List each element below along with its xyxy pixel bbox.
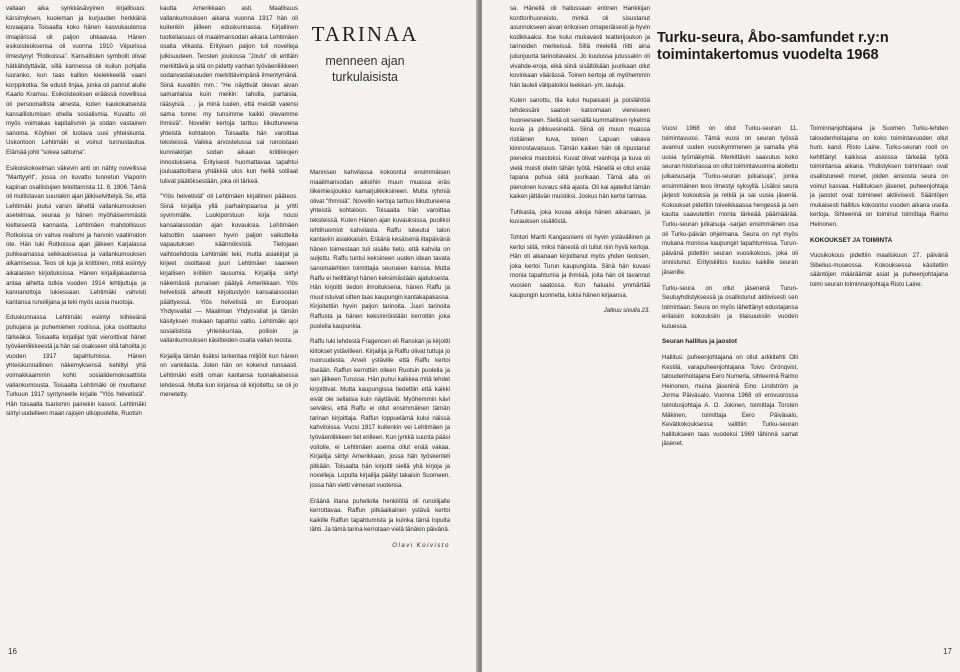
right-col1-para-2: Kuten sanottu, tila kului hupaisasti ja poislähtöä tehdessäni saatoin katsomaan viereiseen huoneeseen. Siellä oli seinällä kummallinen rykelmä kuvia ja pikkuesineitä. Siinä oli muun muassa ristiäinen kuva, toinen Lapuan vakava kiinnostavaisuus. Tämän kaiken hän oli ripustanut pieneksi muistoksi. Kuvat olivat vanhoja ja kuva oli vielä muisti oletin tähän työtä. Hänellä ei ollut enää tapana puhua siitä juurikaan. Tämä alla oli pienoinen kuvaus siitä ajasta. Oli kai ajatellut tämän kaiken jättävän muistiksi. Joskus hän kertoi tarinaa.	[510, 97, 650, 201]
page-number-left: 16	[8, 647, 17, 656]
left-col1-para-2: Esikoiskokoelman väkevin anti on nähty novellissa "Marttyyrit", jossa on kuvattu tunnetun Viaporin kapinan osallistujien teloittamista 11. 8. 1906. Tämä oli mullistavan suuriakin ajan jälkiselvittelyä. Se, että Lehtimäki joutui varsin läheltä vallankumouksen asetelmaa, seuraa jo hänen myöhäisemmästä kielteisestä kannasta. Lehtimäen mahdollisuus Rotkoissa on vahva realismi ja harvoin vaatimaton ote. Hän luki Rotkoissa ajan jälkeen Karjalassa puhkeamassa selkkauksessa ja vallankumouksen alkamisessa. Teos oli luja ja kriittinen, mitä esiintyy aikalaisten kirjoituksissa. Hänen kirjailijakautensa antaa aihetta tutkia vuoden 1914 lehtijuttuja ja kannanottoja lukiessaan. Lehtimäki vahvisti kantansa runoilijana ja teki myös uusia muotoja.	[6, 164, 146, 306]
left-col2-para-3: Kirjailija tämän lisäksi tarkentaa miljööt kun hänen on vankilasta. Joten hän on kokenut runsaasti. Lehtimäki esitti oman kantansa tuonaikaisessa lehdessä. Mutta kun kirjansa oli kirjoitettu, se oli jo menetetty.	[160, 352, 298, 399]
section-heading-hallitus: Seuran hallitus ja jaostot	[662, 338, 738, 346]
right-col1-para-3: Tuhkasta, joka kuvaa aikoja hänen aikanaan, ja kuvauksen sisällöstä.	[510, 208, 650, 226]
left-col2-para-1: kautta Amerikkaan asti. Maallisuus vallankumouksen aikana vuonna 1917 hän oli kuitenkin jälleen eduskunnassa. Kirjallinen tuotteliaisuus oli maailmansodan aikana Lehtimäen osalta vilkasta. Erityisen paljon tuli novelleja julkisuuteen. Teosten joukossa "Joulu" oli erittäin merkittävä ja sitä on pidetty vanhan työväenliikkeen sodanvastaisuuden merkittävimpänä ilmentymänä. Siinä kuvattiin mm.: "He näyttivät olevan aivan samanlaisia kuin meikin: taholla, partaisia, rääsyisiä. . . ja minä luulen, että meidät vaiensi sama tunne: my tunsimme kaikki olevamme ihmisiä". Novellin kertoja tarttuu liikuttuneena yhteistä kohtaloon. Toisaalta hän varoittaa teksteissä. Vaikka arvostelussa sai runoistaan kunniakirjan sodan aikaan kriitikkojen innostuksena. Erityisesti huomattavaa tapahtui jouluaattoiltana yhtäkkiä ulos kun heillä sotilaat tulivat päätöksestään, joka oli tärkeä.	[160, 5, 298, 185]
article-title-block	[306, 22, 424, 85]
left-column-2	[160, 4, 298, 400]
right-col1-para-1: sa. Hänellä oli hallussaan entinen Hankkijan konttorihuoneisto, minkä oli sisustanut asunnokseen aivan erikoisen omaperäisesti ja hyvin kodikkaaksi. Itse kului mukavasti teatterijoukon ja tarinoiden merkeissä. Sillä mielellä riitti aina jutunjuurta tarinoitavaksi. Jo kuulussa jutussakin oli vivahde-eroja, eikä siinä sisältökään juurikaan ollut kovinkaan väärässä. Toinen kertoja oli myöhemmin hän lauleli välipaloiksi teekkari- ym. lauluja.	[510, 5, 650, 89]
right-column-1	[510, 4, 650, 316]
left-page	[0, 0, 478, 672]
left-col3-end: Eräänä iltana puheliolla henkilöllä oli runoilijalle kerrottavaa. Raffun pitkäaikainen ystävä kertoi kaikille Raffun tapahtumista ja kuinka tämä lopulta lähti. Ja tämä tarina kerrotaan vielä tänäkin päivänä.	[310, 497, 450, 534]
continued-note: Jatkuu sivulla 23.	[603, 307, 650, 315]
section-heading-kokoukset: KOKOUKSET JA TOIMINTA	[810, 236, 893, 244]
article-subtitle: menneen ajan turkulaisista	[325, 54, 405, 84]
report-heading: Turku-seura, Åbo-samfundet r.y:n toimintakertomus vuodelta 1968	[657, 30, 889, 63]
article-title: TARINAA	[311, 22, 419, 46]
right-col2-para-2: Turku-seura on ollut jäsenenä Turun-Seutuyhdistyksessä ja osallistunut aktiivisesti sen toimintaan. Seura on myös lähettänyt edustajansa erilaisiin kokouksiin ja tilaisuuksiin vuoden kuluessa.	[662, 284, 798, 330]
right-col3-para-1: Toiminnanjohtajana ja Suomen Turku-lehden taloudenhoitajana on koko toimintavuoden ollut hum. kand. Risto Laine. Turku-seuran rooli on kehittänyt kaikissa asioissa tärkeää työtä toimintansa aikana. Yhdistyksen toimintaan ovat osallistuneet monet, joiden ansiosta seura on voinut kasvaa. Hallituksen jäsenet, puheenjohtaja ja jaostot ovat toimineet aktiivisesti. Sääntöjen mukaisesti hallitus kokoontui vuoden aikana useita kertoja. Sihteerinä on toiminut toimittaja Raimo Heinonen.	[810, 125, 948, 228]
right-col2-para-3: Hallitus: puheenjohtajana on ollut arkkitehti Olli Kestilä, varapuheenjohtajana Toivo Grönqvist, taloudenhoitajana Eero Numerla, sihteerinä Raimo Heinonen, muina jäseninä Eino Lindström ja Jorma Päiväsalo. Vuonna 1968 oli erovuorossa toimitusjohtaja A. O. Jokinen, toimittaja Torsten Mäkinen, toimittaja Eero Päiväsalo, Kevätkokouksessa valittiin Turku-seuran hallitukseen taas vuodeksi 1969 lähinnä samat jäsenet.	[662, 354, 798, 448]
left-column-3	[310, 168, 450, 551]
page-number-right: 17	[943, 647, 952, 656]
left-column-1	[6, 4, 146, 419]
left-col3-body: Raffu luki lehdestä Fragencen eli Ranskan ja kirjoitti kiitokset ystävilleen. Kirjailija ja Raffu olivat tuttuja jo nuoruudesta. Arveli ystäville että Raffu kertoi itseään. Raffun kerrottiin olleen Ruotsin puolella ja sen jälkeen Turussa. Hän puhui kaikkea mitä lehdet kirjoittivat. Mutta kaupungissa tiedettiin että kaikki eivät ole sellaisia kuin näyttävät. Myöhemmin kävi selväksi, että Raffu ei ollut ensimmäinen tämän tarinan kirjoittaja. Raffun loppuelämä kului näissä kahviloissa. Vuosi 1917 kuitenkin vei Lehtimäen ja työväenliikkeen tiet erilleen. Kun jyrkkä suunta pääsi voitolle, ei Lehtimäen asema ollut enää vakaa. Kirjailija siirtyi Amerikkaan, jossa hän työskenteli pitkään. Toisaalta hän kirjoitti siellä yhä kirjoja ja novelleja. Lopulta kirjailija päätyi takaisin Suomeen, jossa hän vietti viimeiset vuotensa.	[310, 338, 450, 489]
right-column-3	[810, 124, 948, 290]
right-page	[482, 0, 960, 672]
left-col2-para-2: "Ylös helvetistä" oli Lehtimäen kirjallinen pääteos. Siinä kirjailija yllä parhaimpaansa ja yritti syvimmälle. Luokiporstuun kirja nousi kansalaissodan ajan kuvauksia. Lehtimäen katsottiin saaneen hyvin paljon vaikutteita vapautuksen käännöksistä. Tietojaan vaihtoehdosta Lehtimäki teki, mutta asiakirjat ja kirjeet osoittavat juuri Lehtimäen saaneen kirjallisen kritiikin lausumia. Kirjailija siirtyi näkemästä punaisen päätyä Amerikkaan. Ylös helvetistä aiheutti kirjoitustyön kansalaissodan päättyessä. Ylös helvetistä on Euroopan Yhdysvallat — Maailman Yhdysvallat ja tämän käsityksen mukaan tapahtui valtio. Lehtimäki ajoi sosialistista yhteiskuntaa, poliisin ja vallankumouksen käsitteiden osalta vallan teosta.	[160, 193, 298, 345]
right-col1-para-4: Tohtori Martti Kangasniemi oli hyvin ystävällinen ja kertoi siitä, miksi hänestä oli tullut niin hyvä kertoja. Hän oli aikanaan kirjoittanut myös yhden teoksen, joka kertoi Turun kaupungista. Siinä hän kuvasi monia tapahtumia ja ihmisiä, joita hän oli tavannut vuosien saatossa. Kun haluaisi ymmärtää kaupungin luonnetta, lukisi hänen kirjaansa.	[510, 234, 650, 299]
left-col3-intro: Mannisen kahvilassa kokoontui ensimmäisen maailmansodan aikoihin muun muassa eräs liikemiesjoukko kamarjulkkiksineen. Muita ryhmiä olivat "Ihmisiä". Novellin kertoja tarttuu liikuttuneena yhteistä kohtaloon. Toisaalta hän varoittaa teksteissä. Kuten Hänen ajan kuvauksissa, puoliksi lehtihuomiot kahvilasta. Raffu lukeutui talon kantaviin asiakkaisiin. Eräänä kesäisenä iltapäivänä hänen toimestaan tuli sisälle tieto, että kahvila on suljettu. Raffu tuntui keksineen uuden idean tavata sanomalehtien toimittajia seurueen kanssa. Mutta Raffu ei hellittänyt hänen keksimästään ajatuksesta. Hän kirjoitti tiedon ilmoituksena, hänen Raffu ja muut istuivat sitten taas kaupungin kantakapakassa. Kirjoitettiin hyvin paljon tarinoita. Juuri tarinoita Raffusta ja hänen keksinnöistään kerrottiin joka puolella kaupunkia.	[310, 169, 450, 330]
left-col1-para-1: vallaan aika synkkäsävyinen kirjallisuus: kärsimyksen, kuoleman ja kurjuuden herkkänä kuvaajana Toisaalta koko hänen kasvukautensa ilmapiirissä oli paljon uhkaavaa. Hänen esikoisteoksensa oli vuonna 1910 Viipurissa ilmestynyt "Rotkoissa". Kansallisten symbolit olivat hätkähdyttävät, sillä kannessa oli kuilun pohjalla luuranko, kun taas kallion kielekkeellä vaani korppikotka. Se edusti linjaa, jonka oli pannut alulle Kaarlo Kramsu. Esikoisteoksen eräässä novellissa oli persoonallista ainesta, kuten kaukokatseista kansallistumisen ohella sosialismia. Kuvattu oli myös voimakas kapitalismin ja sodan vastainen sanoma. Köyhien oli luotava uusi yhteiskunta. Uskontoon Lehtimäki ei voinut tunnustautua. Elämää johti "sokea sattuma".	[6, 5, 146, 156]
right-col3-para-2: Vuosikokous pidettiin maaliskuun 27. päivänä Sibelius-museossa. Kokouksessa käsiteltiin sääntöjen määräämät asiat ja puheenjohtajana toimi seuran toiminnanjohtaja Risto Laine.	[810, 252, 948, 288]
author-signature: Olavi Koivisto	[392, 541, 450, 549]
left-col1-para-3: Eduskunnassa Lehtimäki esiintyi kiihkeänä puhujana ja puhemiehen roolissa, joka osoittautui tärkeäksi. Toisaalta kirjailijat tyät vieroittivat hänet työväenliikkeestä ja hän sai osakseen sitä tahoilta jo vuoden 1917 tapahtumissa. Hänen yhteiskunnallinen näkemyksensä kehittyi yhä voimakkaammin kohti sosialidemokraattista vallankumousta. Toisaalta Lehtimäki oli muuttanut Turkuun 1917 syntyneelle kirjalle "Ylös helvetistä". Hän toisaalta tsarismin painekin kasvoi. Lehtimäki siirtyi uudelleen maan rajojen ulkopuolelle, Ruotsin	[6, 314, 146, 418]
right-column-2	[662, 124, 798, 449]
right-col2-para-1: Vuosi 1968 on ollut Turku-seuran 11. toimintavuosi. Tämä vuosi on seuran työssä avannut uuden vuosikymmenen ja samalla yhä uusia työmäkymiä. Merkittävin saavutus koko seuran historiassa on ollut toimintavuonna aloitettu julkaisusarja "Turku-seuran julkaisuja", jonka ensimmäinen teos ilmestyi syksyllä. Lisäksi seura järjesti kokouksia ja retkiä ja sai uusia jäseniä. Kokoukset pidettiin toiveikkaassa hengessä ja sen kautta saavutettiin monta tärkeää päämäärää. Turku-seuran julkaisuja -sarjan ensimmäinen osa oli Turku-päivän ohjelmana. Seura on nyt myös mukana monissa kaupungin tapahtumissa. Turun-päivänä pidettiin seuran vuosikokous, joka oli onnistunut. Erityiskiitos kuuluu kaikille seuran jäsenille.	[662, 125, 798, 276]
